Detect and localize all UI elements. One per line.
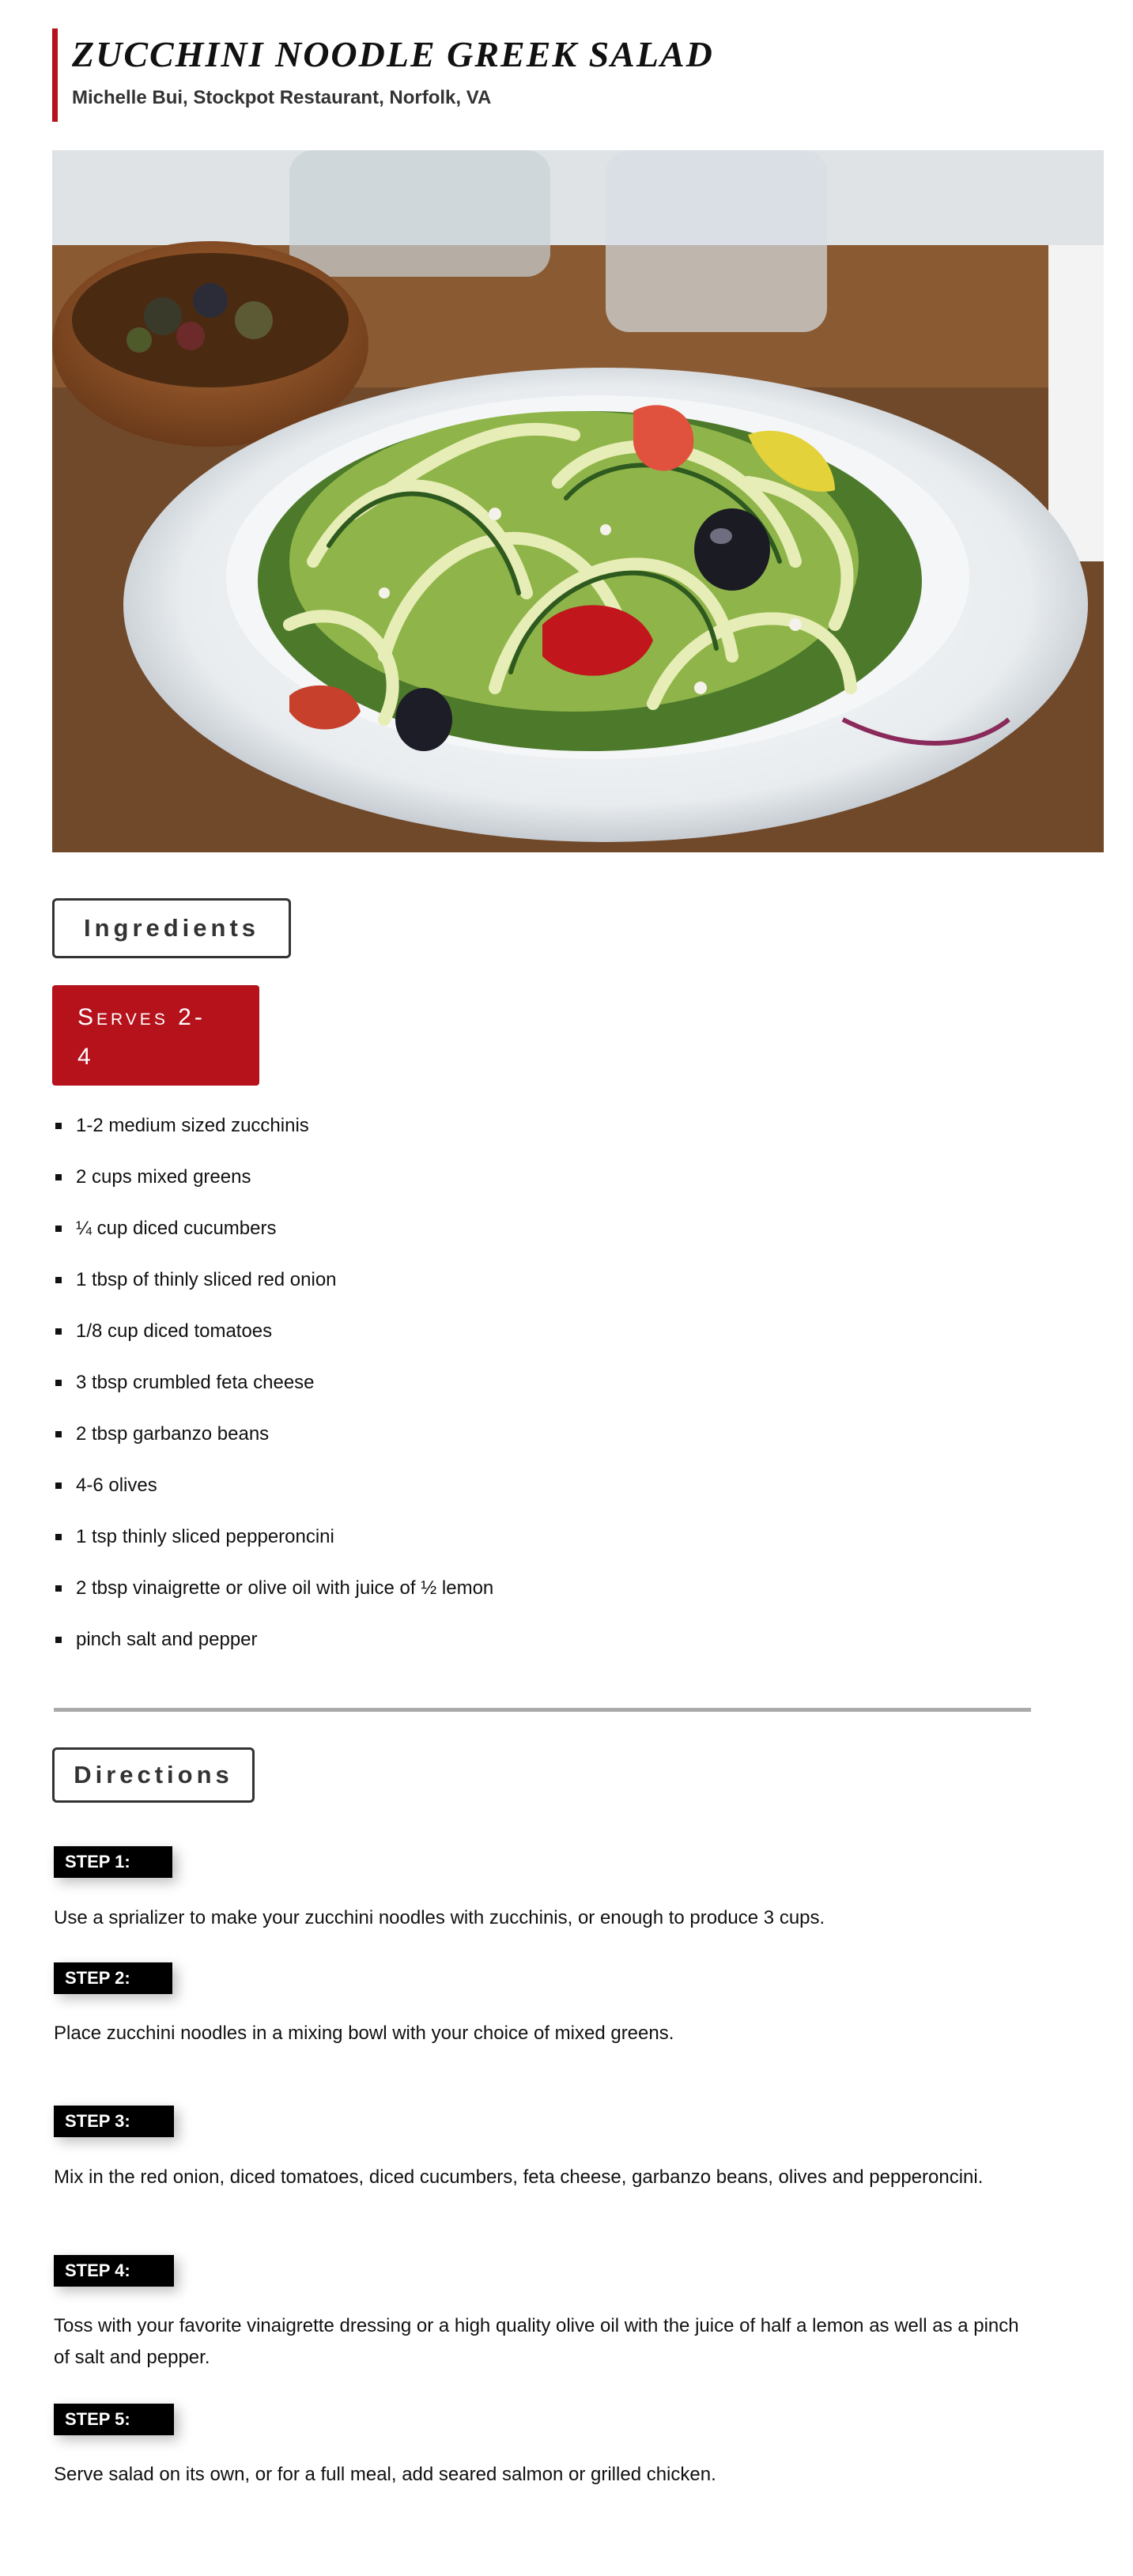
serves-badge-line2: 4 xyxy=(77,1044,94,1070)
ingredients-heading-text: Ingredients xyxy=(83,914,260,942)
step-2-text: Place zucchini noodles in a mixing bowl with your choice of mixed greens. xyxy=(54,2023,674,2044)
list-item: 1/8 cup diced tomatoes xyxy=(55,1316,493,1367)
list-item: 3 tbsp crumbled feta cheese xyxy=(55,1367,493,1418)
recipe-byline: Michelle Bui, Stockpot Restaurant, Norfolk, VA xyxy=(72,87,492,108)
step-4-text: Toss with your favorite vinaigrette dressing or a high quality olive oil with the juice of half a lemon as well as a pinch of salt and pepper. xyxy=(54,2315,1019,2368)
step-1-text: Use a sprializer to make your zucchini noodles with zucchinis, or enough to produce 3 cups. xyxy=(54,1907,825,1928)
serves-badge-line1: Serves 2- xyxy=(77,1004,206,1030)
directions-heading xyxy=(52,1747,255,1803)
step-3-text: Mix in the red onion, diced tomatoes, diced cucumbers, feta cheese, garbanzo beans, olives and pepperoncini. xyxy=(54,2166,984,2188)
salad-photo xyxy=(52,150,1104,852)
step-5-text: Serve salad on its own, or for a full meal, add seared salmon or grilled chicken. xyxy=(54,2464,716,2485)
list-item: ¼ cup diced cucumbers xyxy=(55,1213,493,1264)
serves-badge xyxy=(52,985,259,1086)
step-1-badge: STEP 1: xyxy=(54,1846,172,1878)
list-item: 2 tbsp garbanzo beans xyxy=(55,1418,493,1470)
recipe-title: ZUCCHINI NOODLE GREEK SALAD xyxy=(72,34,714,74)
recipe-header xyxy=(52,28,1104,122)
directions-heading-text: Directions xyxy=(74,1761,233,1788)
list-item: pinch salt and pepper xyxy=(55,1624,493,1675)
salad-illustration xyxy=(52,150,1104,852)
list-item: 2 tbsp vinaigrette or olive oil with juice of ½ lemon xyxy=(55,1573,493,1624)
list-item: 1 tbsp of thinly sliced red onion xyxy=(55,1264,493,1316)
step-5-badge: STEP 5: xyxy=(54,2404,174,2435)
ingredient-list xyxy=(55,1110,493,1675)
step-2-badge: STEP 2: xyxy=(54,1962,172,1994)
section-divider xyxy=(54,1708,1031,1712)
list-item: 2 cups mixed greens xyxy=(55,1161,493,1213)
list-item: 1-2 medium sized zucchinis xyxy=(55,1110,493,1161)
list-item: 4-6 olives xyxy=(55,1470,493,1521)
step-4-badge: STEP 4: xyxy=(54,2255,174,2287)
ingredients-heading xyxy=(52,898,291,958)
list-item: 1 tsp thinly sliced pepperoncini xyxy=(55,1521,493,1573)
step-3-badge: STEP 3: xyxy=(54,2106,174,2137)
